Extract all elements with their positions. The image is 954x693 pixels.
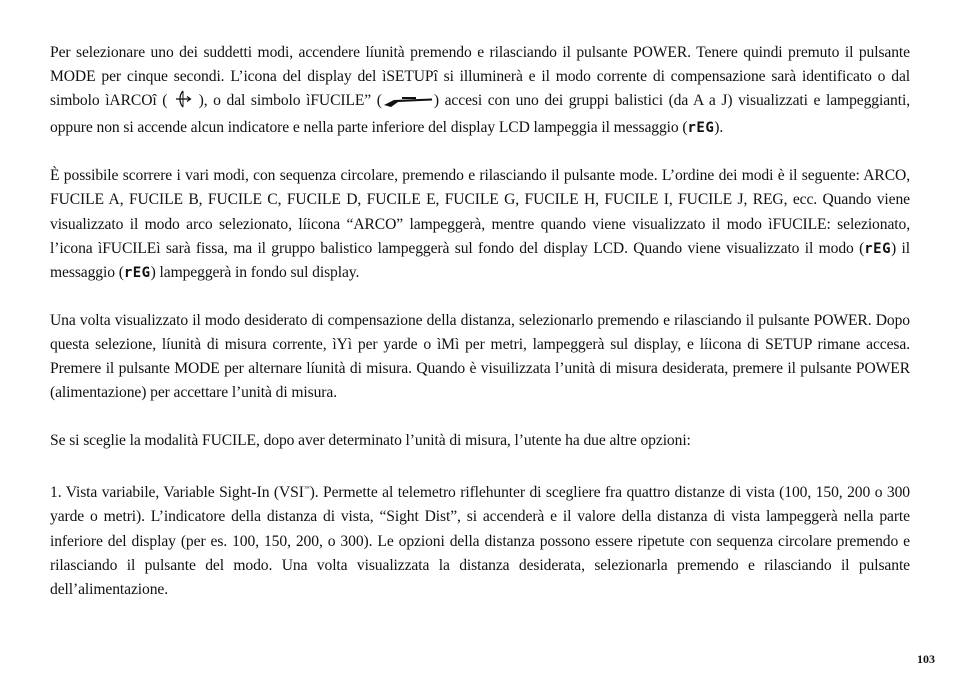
text-run: ) il messaggio (	[50, 239, 911, 281]
bow-icon	[173, 90, 193, 116]
trademark-symbol: ™	[303, 486, 310, 493]
text-run: ) accesi con uno dei gruppi balistici (da A a J) visualizzati e lampeggianti, oppure non si accende alcun indicatore e nella parte inferiore del display LCD lampeggia il messaggio (	[50, 92, 911, 137]
paragraph-unit-selection: Una volta visualizzato il modo desiderato di compensazione della distanza, selezionarlo premendo e rilasciando il pulsante POWER. Dopo questa selezione, líunità di misura corrente, ìYì per yarde o ìMì per metri, lampeggerà sul display, e líicona di SETUP rimane accesa. Premere il pulsante MODE per alternare líunità di misura. Quando è visuilizzata l’unità di misura desiderata, premere il pulsante POWER (alimentazione) per accettare l’unità di misura.	[50, 311, 910, 402]
page-number: 103	[917, 652, 935, 666]
lcd-reg-message: rEG	[687, 120, 715, 137]
text-run: ). Permette al telemetro riflehunter di scegliere fra quattro distanze di vista (100, 150, 200 o 300 yarde o metri). L’indicatore della distanza di vista, “Sight Dist”, si accenderà e il valore della distanza di vista lampeggerà nella parte inferiore del display (per es. 100, 150, 200, o 300). Le opzioni della distanza possono essere ripetute con sequenza circolare premendo e rilasciando il pulsante del modo. Una volta visualizzata la distanza desiderata, selezionarla premendo e rilasciando il pulsante dell’alimentazione.	[50, 484, 911, 598]
paragraph-variable-sight-in	[50, 477, 910, 601]
text-run: Per selezionare uno dei suddetti modi, accendere líunità premendo e rilasciando il pulsante POWER. Tenere quindi premuto il pulsante MODE per cinque secondi. L’icona del display del ìSETUPî si illuminerà e il modo corrente di compensazione sarà identificato o dal simbolo ìARCOî (	[50, 44, 910, 110]
text-run: È possibile scorrere i vari modi, con sequenza circolare, premendo e rilasciando il pulsante mode. L’ordine dei modi è il seguente: ARCO, FUCILE A, FUCILE B, FUCILE C, FUCILE D, FUCILE E, FUCILE G, FUCILE H, FUCILE I, FUCILE J, REG, ecc. Quando viene visualizzato il modo arco selezionato, líicona “ARCO” lampeggerà, mentre quando viene visualizzato il modo ìFUCILE: selezionato, l’icona ìFUCILEì sarà fissa, ma il gruppo balistico lampeggerà sul fondo del display LCD. Quando viene visualizzato il modo (	[50, 167, 910, 257]
lcd-reg-message: rEG	[864, 240, 892, 257]
lcd-reg-message: rEG	[123, 264, 151, 281]
text-run: ) lampeggerà in fondo sul display.	[150, 263, 360, 281]
rifle-icon	[382, 92, 434, 116]
text-run: ), o dal simbolo ìFUCILE” (	[198, 92, 382, 110]
text-run: ).	[714, 119, 724, 137]
paragraph-mode-cycle	[50, 164, 910, 284]
page-body	[50, 41, 910, 602]
text-run: 1. Vista variabile, Variable Sight-In (VSI	[50, 484, 304, 502]
paragraph-mode-selection	[50, 41, 910, 140]
paragraph-rifle-options: Se si sceglie la modalità FUCILE, dopo aver determinato l’unità di misura, l’utente ha due altre opzioni:	[50, 432, 691, 450]
